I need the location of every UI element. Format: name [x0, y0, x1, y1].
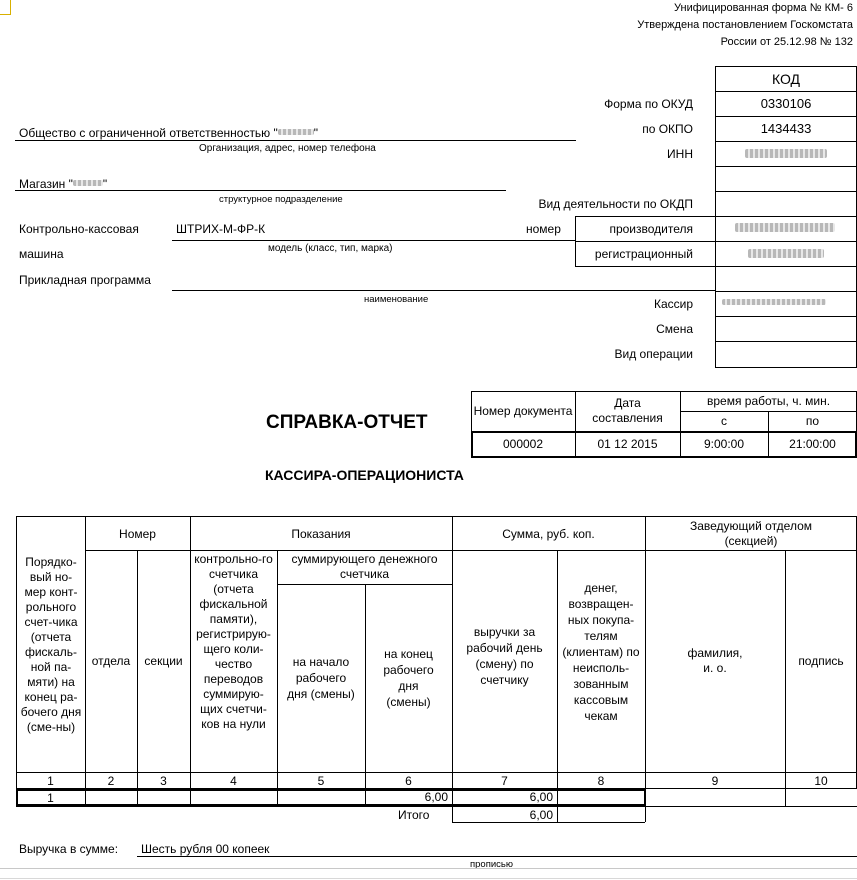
doc-date-header: Дата составления: [592, 396, 663, 425]
worktime-header: время работы, ч. мин.: [706, 394, 831, 408]
col-order-header: Порядко-вый но-мер конт-рольного счет-чика (отчета фискаль-ной па-мяти) на конец ра-бочего дня (сме-ны): [20, 554, 82, 734]
col-end-header: на конец рабочего дня (смены): [383, 647, 434, 709]
program-caption: наименование: [364, 294, 429, 305]
doc-to: 21:00:00: [789, 436, 836, 451]
kkm-label-2: машина: [19, 247, 64, 261]
form-line: Унифицированная форма № КМ- 6: [674, 2, 853, 14]
shop-name: Магазин " ": [19, 177, 108, 191]
corner-marker: [0, 0, 11, 15]
okpo-label: по ОКПО: [642, 122, 693, 136]
inn-redacted: [745, 149, 827, 158]
org-name: Общество с ограниченной ответственностью " ": [19, 126, 319, 140]
col-dept-header: отдела: [91, 654, 131, 668]
from-header: с: [721, 414, 727, 428]
doc-date: 01 12 2015: [597, 436, 658, 451]
doc-subtitle: КАССИРА-ОПЕРАЦИОНИСТА: [265, 467, 464, 483]
kkm-caption: модель (класс, тип, марка): [268, 243, 393, 254]
col-num-5: 5: [317, 773, 325, 788]
to-header: по: [805, 414, 820, 428]
registration-label: регистрационный: [594, 247, 693, 261]
manufacturer-redacted: [735, 223, 835, 232]
approved-line: Утверждена постановлением Госкомстата: [637, 19, 853, 31]
col-num-4: 4: [230, 773, 237, 788]
doc-title: СПРАВКА-ОТЧЕТ: [266, 412, 428, 433]
col-num-2: 2: [107, 773, 115, 788]
shift-label: Смена: [656, 322, 693, 336]
row-end-reading: 6,00: [424, 790, 448, 804]
org-caption: Организация, адрес, номер телефона: [199, 143, 376, 154]
okud-value: 0330106: [760, 96, 812, 111]
doc-number: 000002: [502, 436, 544, 451]
manufacturer-label: производителя: [609, 222, 693, 236]
col-sign-header: подпись: [798, 654, 844, 668]
date-line: России от 25.12.98 № 132: [720, 36, 853, 48]
col-manager-header: Заведующий отделом (секцией): [689, 518, 813, 548]
doc-from: 9:00:00: [703, 436, 745, 451]
inn-label: ИНН: [667, 147, 693, 161]
kod-label: КОД: [771, 70, 801, 87]
total-value: 6,00: [529, 808, 553, 822]
col-num-10: 10: [814, 773, 828, 788]
program-label: Прикладная программа: [19, 273, 151, 287]
kkm-model: ШТРИХ-М-ФР-К: [176, 222, 266, 236]
revenue-words: Шесть рубля 00 копеек: [141, 842, 270, 856]
row-order: 1: [47, 790, 54, 805]
col-number-header: Номер: [119, 526, 156, 541]
nomer-label: номер: [526, 222, 561, 236]
col-summing-header: суммирующего денежного счетчика: [291, 552, 438, 581]
doc-number-header: Номер документа: [473, 403, 573, 418]
revenue-label: Выручка в сумме:: [19, 842, 119, 856]
col-num-7: 7: [501, 773, 508, 788]
col-num-9: 9: [711, 773, 719, 788]
col-num-8: 8: [597, 773, 605, 788]
okud-label: Форма по ОКУД: [604, 97, 693, 111]
cashier-label: Кассир: [653, 297, 693, 311]
total-label: Итого: [398, 808, 430, 822]
kkm-label-1: Контрольно-кассовая: [19, 222, 139, 236]
col-num-6: 6: [405, 773, 412, 788]
operation-label: Вид операции: [614, 347, 693, 361]
registration-redacted: [748, 249, 824, 258]
col-revenue-header: выручки за рабочий день (смену) по счетчику: [466, 625, 543, 687]
col-readings-header: Показания: [291, 526, 351, 541]
revenue-caption: прописью: [470, 859, 513, 870]
okdp-label: Вид деятельности по ОКДП: [538, 197, 693, 211]
col-section-header: секции: [144, 654, 183, 668]
shop-caption: структурное подразделение: [219, 194, 343, 205]
cashier-redacted: [722, 299, 826, 305]
col-start-header: на начало рабочего дня (смены): [287, 655, 355, 701]
col-num-1: 1: [47, 773, 54, 788]
col-control-header: контрольно-го счетчика (отчета фискальной памяти), регистрирую-щего коли- чество переводов суммирую-щих счетчи-ков на нули: [194, 552, 273, 731]
col-sum-header: Сумма, руб. коп.: [502, 526, 595, 541]
row-revenue: 6,00: [529, 790, 553, 804]
col-num-3: 3: [160, 773, 167, 788]
okpo-value: 1434433: [760, 121, 812, 136]
col-name-header: фамилия, и. о.: [687, 646, 743, 675]
col-returned-header: денег, возвращен-ных покупа-телям (клиентам) по неисполь-зованным кассовым чекам: [562, 581, 640, 723]
